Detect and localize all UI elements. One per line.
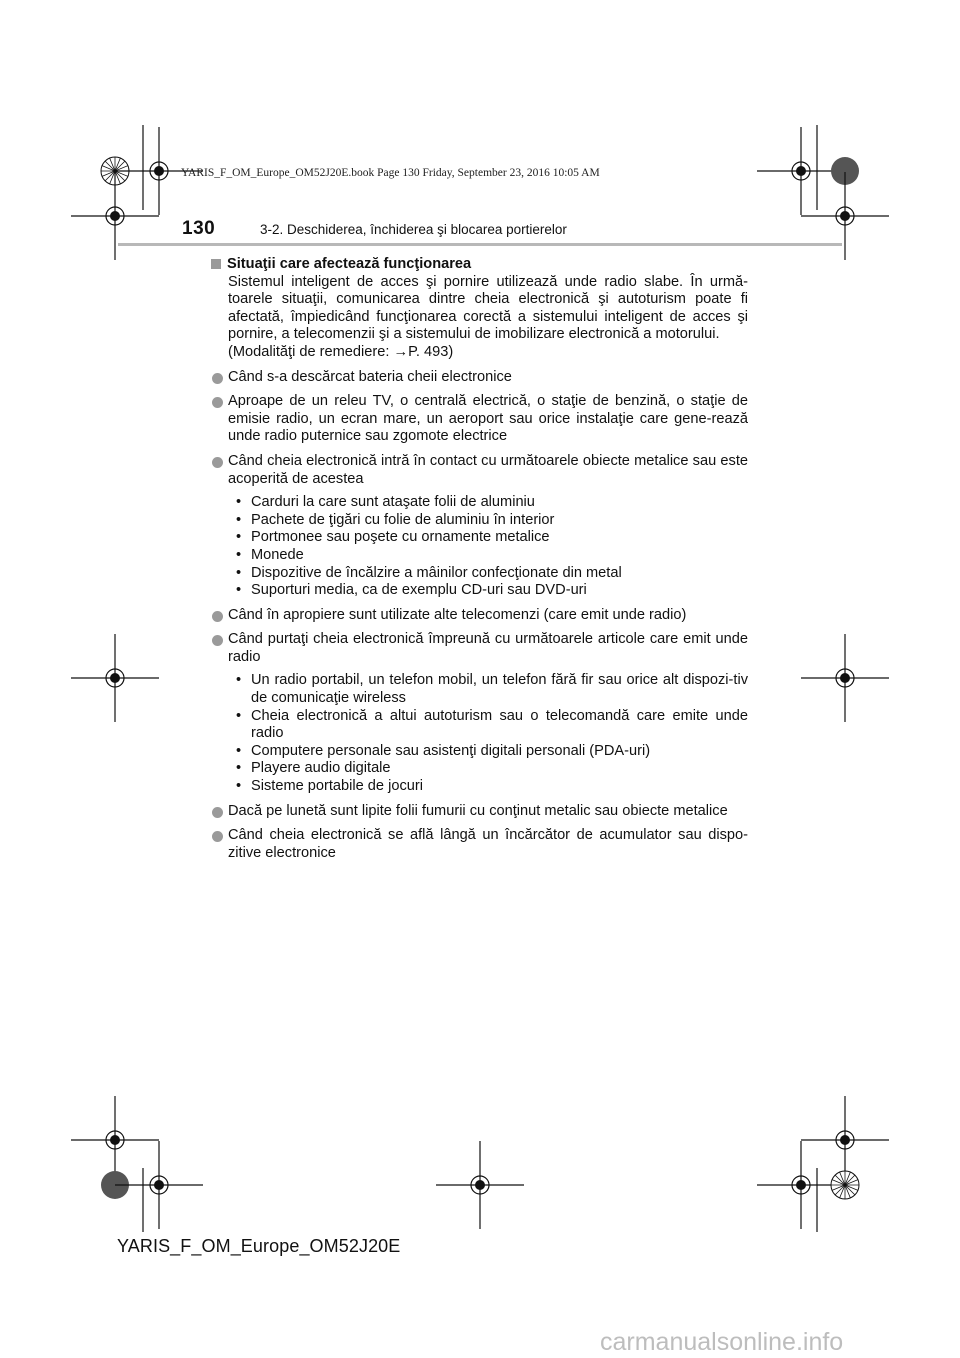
sub-list-item: • Un radio portabil, un telefon mobil, un telefon fără fir sau orice alt dispozi-tiv de comunicaţie wireless bbox=[236, 672, 748, 707]
round-bullet-icon bbox=[212, 831, 223, 842]
list-item bbox=[212, 369, 748, 387]
sub-list-item: • Carduri la care sunt ataşate folii de aluminiu bbox=[236, 494, 748, 512]
section-heading-text: Situaţii care afectează funcţionarea bbox=[227, 256, 472, 272]
list-item bbox=[212, 803, 748, 821]
list-item bbox=[212, 453, 748, 488]
list-item bbox=[212, 393, 748, 446]
round-bullet-icon bbox=[212, 635, 223, 646]
list-item bbox=[212, 631, 748, 666]
round-bullet-icon bbox=[212, 373, 223, 384]
document-code-footer: YARIS_F_OM_Europe_OM52J20E bbox=[117, 1236, 401, 1256]
round-bullet-icon bbox=[212, 611, 223, 622]
main-content bbox=[212, 256, 748, 862]
sub-list-item: • Monede bbox=[236, 547, 748, 565]
section-heading bbox=[211, 256, 748, 274]
sub-list-item: • Cheia electronică a altui autoturism sau o telecomandă care emite unde radio bbox=[236, 708, 748, 743]
sub-list-item: • Playere audio digitale bbox=[236, 760, 748, 778]
round-bullet-icon bbox=[212, 457, 223, 468]
page-number: 130 bbox=[182, 218, 216, 239]
intro-paragraph: Sistemul inteligent de acces şi pornire utilizează unde radio slabe. În urmă-toarele situaţii, comunicarea dintre cheia electronică şi autoturism poate fi afectată, împiedicând funcţionarea corectă a sistemului inteligent de acces şi pornire, a telecomenzii şi a sistemului de imobilizare electronică a motorului. bbox=[228, 273, 748, 343]
watermark: carmanualsonline.info bbox=[600, 1328, 844, 1356]
sub-list-item: • Pachete de ţigări cu folie de aluminiu în interior bbox=[236, 512, 748, 530]
sub-list-item: • Sisteme portabile de jocuri bbox=[236, 778, 748, 796]
list-item-text: Când cheia electronică intră în contact cu următoarele obiecte metalice sau este acoperită de acestea bbox=[228, 452, 748, 487]
round-bullet-icon bbox=[212, 807, 223, 818]
header-rule bbox=[118, 243, 842, 246]
list-item-text: Dacă pe lunetă sunt lipite folii fumurii cu conţinut metalic sau obiecte metalice bbox=[228, 802, 728, 819]
book-info: YARIS_F_OM_Europe_OM52J20E.book Page 130 Friday, September 23, 2016 10:05 AM bbox=[181, 167, 600, 179]
remedy-reference: (Modalităţi de remediere: →P. 493) bbox=[228, 343, 454, 360]
list-item-text: Când s-a descărcat bateria cheii electronice bbox=[228, 368, 512, 385]
list-item-text: Când purtaţi cheia electronică împreună cu următoarele articole care emit unde radio bbox=[228, 631, 748, 665]
list-item bbox=[212, 607, 748, 625]
radio-devices-list bbox=[236, 672, 748, 795]
list-item bbox=[212, 827, 748, 862]
sub-list-item: • Portmonee sau poşete cu ornamente metalice bbox=[236, 529, 748, 547]
sub-list-item: • Computere personale sau asistenţi digitali personali (PDA-uri) bbox=[236, 743, 748, 761]
list-item-text: Când cheia electronică se află lângă un încărcător de acumulator sau dispo-zitive electronice bbox=[228, 827, 748, 861]
sub-list-item: • Suporturi media, ca de exemplu CD-uri sau DVD-uri bbox=[236, 582, 748, 600]
chapter-title: 3-2. Deschiderea, închiderea şi blocarea portierelor bbox=[260, 222, 567, 237]
round-bullet-icon bbox=[212, 397, 223, 408]
metal-objects-list bbox=[236, 494, 748, 600]
square-bullet-icon bbox=[211, 259, 221, 269]
list-item-text: Când în apropiere sunt utilizate alte telecomenzi (care emit unde radio) bbox=[228, 606, 687, 623]
sub-list-item: • Dispozitive de încălzire a mâinilor confecţionate din metal bbox=[236, 565, 748, 583]
list-item-text: Aproape de un releu TV, o centrală electrică, o staţie de benzină, o staţie de emisie radio, un ecran mare, un aeroport sau orice instalaţie care gene-rează unde radio puternice sau zgomote electrice bbox=[228, 393, 748, 445]
